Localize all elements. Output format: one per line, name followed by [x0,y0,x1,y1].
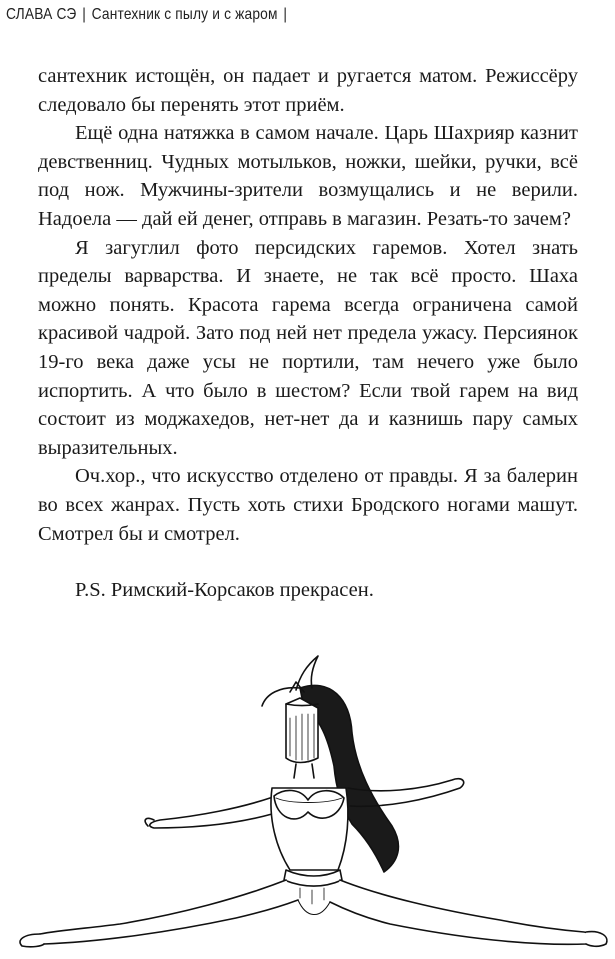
page-text [38,62,578,605]
header-separator: | [82,6,90,23]
paragraph-4: Оч.хор., что искусство отделено от правды. Я за балерин во всех жанрах. Пусть хоть стихи Бродского ногами машут. Смотрел бы и смотрел. [38,465,578,545]
paragraph-2: Ещё одна натяжка в самом начале. Царь Шахрияр казнит девственниц. Чудных мотыльков, ножки, шейки, ручки, всё под нож. Мужчины-зрители возмущались и не верили. Надоела — дай ей денег, отправь в магазин. Резать-то зачем? [38,122,578,230]
dancer-left-arm [150,798,272,828]
paragraph-1: сантехник истощён, он падает и ругается матом. Режиссёру следовало бы перенять этот приём. [38,65,578,116]
dancer-right-leg [330,880,594,944]
header-author: СЛАВА СЭ [6,6,77,23]
header-title: Сантехник с пылу и с жаром [91,6,278,23]
dancer-illustration [0,648,615,959]
header-separator-end: | [279,6,288,23]
dancer-belt [284,870,342,886]
dancer-left-leg [34,880,298,944]
paragraph-3: Я загуглил фото персидских гаремов. Хотел знать пределы варварства. И знаете, не так всё просто. Шаха можно понять. Красота гарема всегда ограничена самой красивой чадрой. Зато под ней нет предела ужасу. Персиянок 19-го века даже усы не портили, там нечего уже было испортить. А что было в шестом? Если твой гарем на вид состоит из моджахедов, нет-нет да и казнишь пару самых выразительных. [38,236,578,459]
running-header [6,6,289,24]
postscript: P.S. Римский-Корсаков прекрасен. [75,579,374,602]
